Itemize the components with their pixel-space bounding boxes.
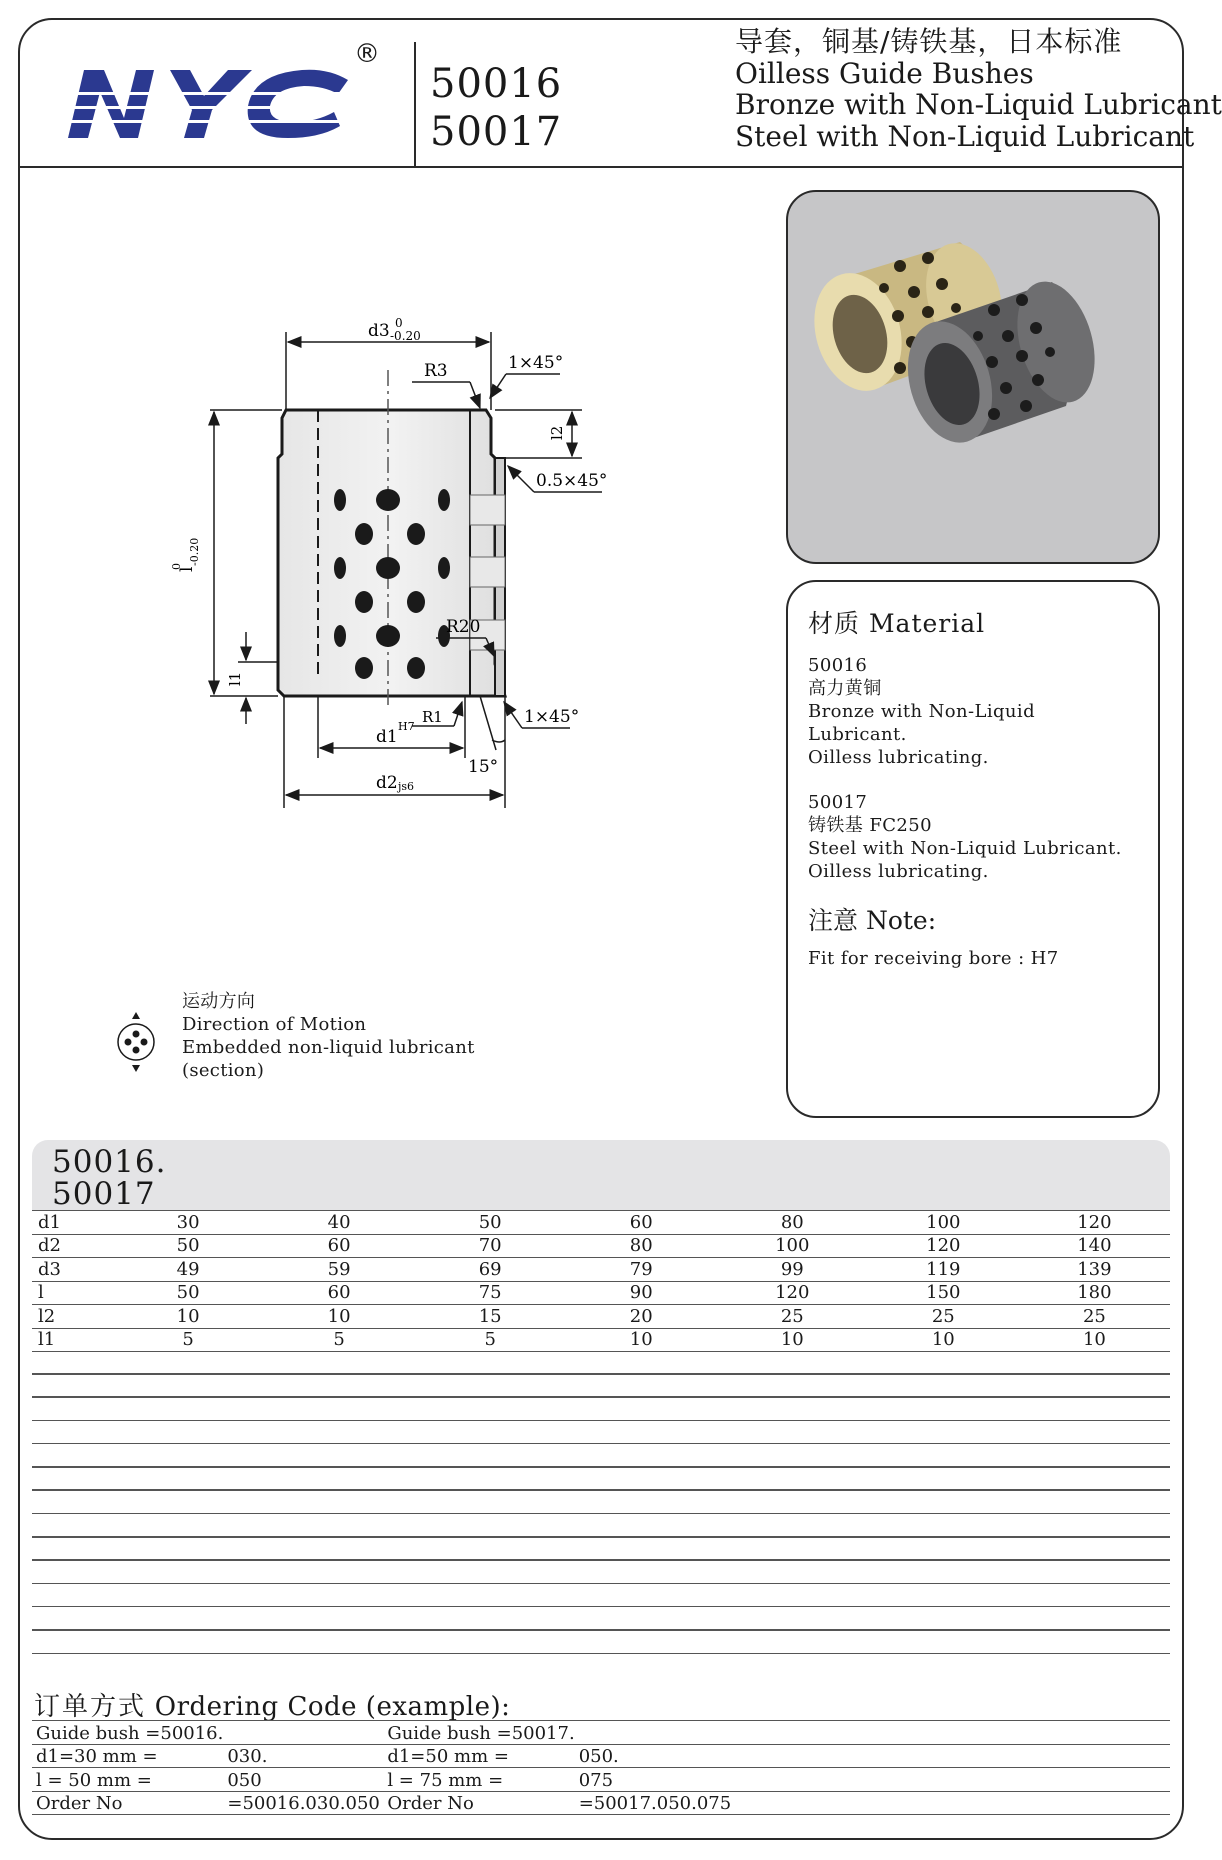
table-cell: 59: [264, 1258, 415, 1282]
legend-line: (section): [182, 1060, 265, 1081]
table-cell: 25: [717, 1305, 868, 1329]
order-row: [32, 1721, 1170, 1745]
order-cell: 030.: [223, 1744, 383, 1768]
order-cell: 050: [223, 1768, 383, 1792]
label-d3-tol-top: 0: [395, 316, 403, 330]
table-cell: 99: [717, 1258, 868, 1282]
note-title: 注意 Note:: [808, 906, 937, 935]
table-row: [32, 1258, 1170, 1282]
order-cell: =50016.030.050: [223, 1791, 383, 1815]
title-line-1: Oilless Guide Bushes: [735, 56, 1034, 90]
order-cell: [575, 1721, 1170, 1745]
label-l-tol-top: 0: [170, 563, 183, 570]
table-cell: 119: [868, 1258, 1019, 1282]
table-cell: 70: [415, 1234, 566, 1258]
order-cell: d1=30 mm =: [32, 1744, 223, 1768]
order-cell: l = 75 mm =: [383, 1768, 574, 1792]
table-cell: 50: [113, 1234, 264, 1258]
order-cell: Order No: [383, 1791, 574, 1815]
table-cell: 20: [566, 1305, 717, 1329]
table-cell: 40: [264, 1211, 415, 1235]
material-note: Oilless lubricating.: [808, 747, 989, 768]
table-cell: 50: [415, 1211, 566, 1235]
row-label: l1: [32, 1328, 113, 1352]
label-l-tol-bot: -0.20: [188, 537, 201, 566]
table-row: [32, 1281, 1170, 1305]
row-label: d2: [32, 1234, 113, 1258]
order-cell: 050.: [575, 1744, 1170, 1768]
table-cell: 49: [113, 1258, 264, 1282]
label-angle: 15°: [468, 757, 499, 777]
material-code: 50017: [808, 792, 868, 813]
table-cell: 10: [264, 1305, 415, 1329]
table-cell: 100: [868, 1211, 1019, 1235]
order-cell: Guide bush =50017.: [383, 1721, 574, 1745]
table-cell: 120: [868, 1234, 1019, 1258]
label-d3-tol-bot: -0.20: [390, 329, 421, 343]
table-cell: 5: [113, 1328, 264, 1352]
material-desc: Steel with Non-Liquid Lubricant.: [808, 838, 1122, 859]
row-label: d3: [32, 1258, 113, 1282]
row-label: d1: [32, 1211, 113, 1235]
table-cell: 10: [1019, 1328, 1170, 1352]
ordering-title-en: Ordering Code (example):: [154, 1692, 511, 1722]
table-cell: 50: [113, 1281, 264, 1305]
table-cell: 10: [113, 1305, 264, 1329]
legend-line: Embedded non-liquid lubricant: [182, 1037, 475, 1058]
table-cell: 80: [566, 1234, 717, 1258]
table-cell: 60: [264, 1234, 415, 1258]
table-cell: 140: [1019, 1234, 1170, 1258]
label-d2-tol: js6: [398, 780, 415, 793]
code-50016: 50016: [430, 61, 563, 107]
order-cell: Guide bush =50016.: [32, 1721, 223, 1745]
material-panel: [786, 580, 1160, 1118]
ordering-title-zh: 订单方式: [34, 1692, 147, 1722]
table-row: [32, 1328, 1170, 1352]
brand-logo: [58, 39, 380, 158]
order-row: [32, 1744, 1170, 1768]
label-d2: d2: [376, 773, 398, 793]
table-title-2: 50017: [52, 1176, 156, 1212]
lubricant-direction-icon: [112, 1010, 160, 1074]
table-cell: 60: [264, 1281, 415, 1305]
order-row: [32, 1791, 1170, 1815]
label-l2: l2: [548, 425, 566, 440]
row-label: l: [32, 1281, 113, 1305]
header-vertical-divider: [414, 42, 416, 166]
table-row: [32, 1305, 1170, 1329]
label-chamfer-mid: 0.5×45°: [536, 471, 608, 491]
order-cell: l = 50 mm =: [32, 1768, 223, 1792]
legend-zh: 运动方向: [182, 991, 256, 1012]
label-r3: R3: [424, 361, 448, 381]
code-50017: 50017: [430, 109, 563, 155]
table-cell: 90: [566, 1281, 717, 1305]
label-chamfer-top: 1×45°: [508, 353, 564, 373]
order-cell: Order No: [32, 1791, 223, 1815]
table-cell: 25: [1019, 1305, 1170, 1329]
table-cell: 120: [1019, 1211, 1170, 1235]
table-row: [32, 1211, 1170, 1235]
table-cell: 30: [113, 1211, 264, 1235]
table-cell: 10: [566, 1328, 717, 1352]
table-cell: 5: [415, 1328, 566, 1352]
material-title: 材质 Material: [808, 609, 986, 638]
table-cell: 60: [566, 1211, 717, 1235]
order-cell: =50017.050.075: [575, 1791, 1170, 1815]
table-cell: 10: [868, 1328, 1019, 1352]
title-line-2: Bronze with Non-Liquid Lubricant: [735, 88, 1222, 121]
table-cell: 75: [415, 1281, 566, 1305]
legend-line: Direction of Motion: [182, 1014, 367, 1035]
order-cell: [223, 1721, 383, 1745]
title-line-3: Steel with Non-Liquid Lubricant: [735, 119, 1195, 153]
table-cell: 5: [264, 1328, 415, 1352]
note-text: Fit for receiving bore : H7: [808, 948, 1059, 969]
table-cell: 80: [717, 1211, 868, 1235]
header-divider: [18, 166, 1184, 168]
technical-drawing: [150, 310, 710, 834]
product-codes: [430, 60, 562, 156]
table-cell: 139: [1019, 1258, 1170, 1282]
spec-table: [32, 1210, 1170, 1352]
material-code: 50016: [808, 655, 868, 676]
label-r1: R1: [422, 708, 443, 726]
product-photo: [786, 190, 1160, 564]
table-cell: 25: [868, 1305, 1019, 1329]
spec-table-header: [32, 1140, 1170, 1210]
blank-table-rows: [32, 1373, 1170, 1676]
ordering-title: [34, 1686, 510, 1723]
table-cell: 79: [566, 1258, 717, 1282]
label-l1: l1: [226, 671, 244, 686]
table-title-1: 50016.: [52, 1144, 167, 1180]
material-note: Oilless lubricating.: [808, 861, 989, 882]
label-d1-tol: H7: [398, 720, 415, 733]
title-zh: 导套，铜基/铸铁基，日本标准: [735, 25, 1123, 58]
label-r20: R20: [446, 617, 481, 637]
order-cell: d1=50 mm =: [383, 1744, 574, 1768]
table-cell: 100: [717, 1234, 868, 1258]
material-zh: 高力黄铜: [808, 678, 882, 699]
material-desc: Bronze with Non-Liquid Lubricant.: [808, 701, 1035, 745]
material-zh: 铸铁基 FC250: [808, 815, 932, 836]
label-d1: d1: [376, 727, 398, 747]
table-row: [32, 1234, 1170, 1258]
table-cell: 15: [415, 1305, 566, 1329]
label-d3: d3: [368, 321, 390, 341]
table-cell: 10: [717, 1328, 868, 1352]
table-cell: 120: [717, 1281, 868, 1305]
label-chamfer-bot: 1×45°: [524, 707, 580, 727]
row-label: l2: [32, 1305, 113, 1329]
ordering-table: [32, 1720, 1170, 1815]
table-cell: 180: [1019, 1281, 1170, 1305]
label-l: l: [177, 566, 197, 572]
order-row: [32, 1768, 1170, 1792]
table-cell: 69: [415, 1258, 566, 1282]
table-cell: 150: [868, 1281, 1019, 1305]
product-title: [735, 25, 1222, 153]
order-cell: 075: [575, 1768, 1170, 1792]
registered-mark: ®: [354, 39, 380, 69]
